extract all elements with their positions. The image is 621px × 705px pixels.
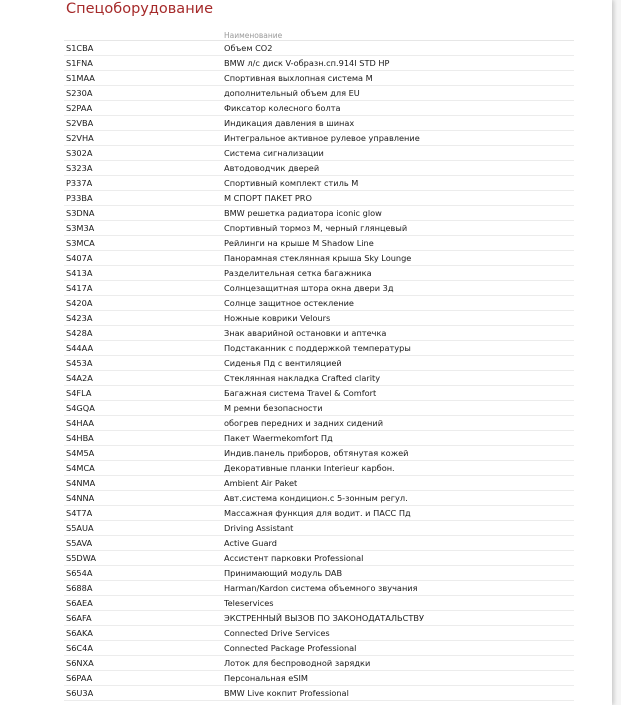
table-row	[64, 536, 574, 551]
option-code: S5AVA	[64, 536, 222, 551]
option-name: Спортивная выхлопная система M	[222, 71, 574, 86]
option-name: Авт.система кондицион.с 5-зонным регул.	[222, 491, 574, 506]
option-code: S6C4A	[64, 641, 222, 656]
option-name: Подстаканник с поддержкой температуры	[222, 341, 574, 356]
table-row	[64, 326, 574, 341]
option-code: S4T7A	[64, 506, 222, 521]
option-name: Connected Drive Services	[222, 626, 574, 641]
option-name: Спортивный комплект стиль M	[222, 176, 574, 191]
table-body	[64, 41, 574, 701]
option-code: S6AKA	[64, 626, 222, 641]
table-row	[64, 626, 574, 641]
option-name: Индикация давления в шинах	[222, 116, 574, 131]
option-code: S4MCA	[64, 461, 222, 476]
option-name: Ассистент парковки Professional	[222, 551, 574, 566]
table-row	[64, 146, 574, 161]
option-code: S4HBA	[64, 431, 222, 446]
column-header-name: Наименование	[222, 26, 574, 41]
table-header-row	[64, 26, 574, 41]
table-row	[64, 161, 574, 176]
table-row	[64, 341, 574, 356]
table-row	[64, 641, 574, 656]
table-row	[64, 491, 574, 506]
option-name: Connected Package Professional	[222, 641, 574, 656]
table-row	[64, 431, 574, 446]
table-row	[64, 176, 574, 191]
option-name: Знак аварийной остановки и аптечка	[222, 326, 574, 341]
option-name: ЭКСТРЕННЫЙ ВЫЗОВ ПО ЗАКОНОДАТАЛЬСТВУ	[222, 611, 574, 626]
option-name: Автодоводчик дверей	[222, 161, 574, 176]
table-row	[64, 581, 574, 596]
table-row	[64, 281, 574, 296]
table-row	[64, 371, 574, 386]
option-name: Ambient Air Paket	[222, 476, 574, 491]
table-row	[64, 311, 574, 326]
option-code: S44AA	[64, 341, 222, 356]
option-code: S6AFA	[64, 611, 222, 626]
table-row	[64, 101, 574, 116]
option-code: P33BA	[64, 191, 222, 206]
option-code: S6AEA	[64, 596, 222, 611]
table-row	[64, 191, 574, 206]
option-name: Пакет Waermekomfort Пд	[222, 431, 574, 446]
option-code: S4GQA	[64, 401, 222, 416]
table-row	[64, 56, 574, 71]
table-row	[64, 611, 574, 626]
table-row	[64, 506, 574, 521]
option-name: Harman/Kardon система объемного звучания	[222, 581, 574, 596]
option-name: Стеклянная накладка Crafted clarity	[222, 371, 574, 386]
table-row	[64, 221, 574, 236]
option-name: Багажная система Travel & Comfort	[222, 386, 574, 401]
table-row	[64, 266, 574, 281]
option-name: Driving Assistant	[222, 521, 574, 536]
option-name: Солнце защитное остекление	[222, 296, 574, 311]
option-name: дополнительный объем для EU	[222, 86, 574, 101]
option-code: S453A	[64, 356, 222, 371]
table-row	[64, 461, 574, 476]
option-name: Объем CO2	[222, 41, 574, 56]
option-name: Панорамная стеклянная крыша Sky Lounge	[222, 251, 574, 266]
option-code: S302A	[64, 146, 222, 161]
option-code: S1MAA	[64, 71, 222, 86]
table-row	[64, 401, 574, 416]
option-code: S323A	[64, 161, 222, 176]
option-name: BMW решетка радиатора iconic glow	[222, 206, 574, 221]
option-code: S1CBA	[64, 41, 222, 56]
option-name: Teleservices	[222, 596, 574, 611]
table-row	[64, 566, 574, 581]
option-code: S417A	[64, 281, 222, 296]
table-row	[64, 86, 574, 101]
option-name: Спортивный тормоз M, черный глянцевый	[222, 221, 574, 236]
option-code: S407A	[64, 251, 222, 266]
table-row	[64, 671, 574, 686]
table-row	[64, 71, 574, 86]
table-row	[64, 131, 574, 146]
option-code: P337A	[64, 176, 222, 191]
option-code: S4NMA	[64, 476, 222, 491]
option-code: S6PAA	[64, 671, 222, 686]
option-name: Массажная функция для водит. и ПАСС Пд	[222, 506, 574, 521]
option-code: S5AUA	[64, 521, 222, 536]
option-code: S4NNA	[64, 491, 222, 506]
option-code: S230A	[64, 86, 222, 101]
equipment-table	[64, 26, 574, 701]
option-name: Солнцезащитная штора окна двери 3д	[222, 281, 574, 296]
option-name: Декоративные планки Interieur карбон.	[222, 461, 574, 476]
table-row	[64, 356, 574, 371]
option-name: Персональная eSIM	[222, 671, 574, 686]
table-row	[64, 41, 574, 56]
table-row	[64, 476, 574, 491]
table-row	[64, 656, 574, 671]
option-name: обогрев передних и задних сидений	[222, 416, 574, 431]
table-row	[64, 386, 574, 401]
option-code: S4A2A	[64, 371, 222, 386]
column-header-code	[64, 26, 222, 41]
table-row	[64, 596, 574, 611]
option-code: S6NXA	[64, 656, 222, 671]
option-code: S428A	[64, 326, 222, 341]
option-name: Ножные коврики Velours	[222, 311, 574, 326]
option-code: S3MCA	[64, 236, 222, 251]
table-row	[64, 551, 574, 566]
option-name: Интегральное активное рулевое управление	[222, 131, 574, 146]
option-code: S423A	[64, 311, 222, 326]
option-name: Система сигнализации	[222, 146, 574, 161]
option-code: S413A	[64, 266, 222, 281]
option-code: S688A	[64, 581, 222, 596]
option-code: S2VHA	[64, 131, 222, 146]
option-code: S3DNA	[64, 206, 222, 221]
option-code: S3M3A	[64, 221, 222, 236]
option-code: S5DWA	[64, 551, 222, 566]
table-row	[64, 251, 574, 266]
option-name: BMW Live кокпит Professional	[222, 686, 574, 701]
section-title: Спецоборудование	[66, 1, 214, 17]
table-row	[64, 116, 574, 131]
option-name: Лоток для беспроводной зарядки	[222, 656, 574, 671]
option-name: Рейлинги на крыше M Shadow Line	[222, 236, 574, 251]
table-row	[64, 236, 574, 251]
option-code: S4M5A	[64, 446, 222, 461]
option-name: M СПОРТ ПАКЕТ PRO	[222, 191, 574, 206]
option-code: S654A	[64, 566, 222, 581]
option-code: S6U3A	[64, 686, 222, 701]
option-name: Принимающий модуль DAB	[222, 566, 574, 581]
option-code: S4FLA	[64, 386, 222, 401]
table-row	[64, 686, 574, 701]
option-code: S420A	[64, 296, 222, 311]
table-row	[64, 521, 574, 536]
option-code: S1FNA	[64, 56, 222, 71]
option-name: Индив.панель приборов, обтянутая кожей	[222, 446, 574, 461]
option-name: Active Guard	[222, 536, 574, 551]
table-row	[64, 446, 574, 461]
table-row	[64, 416, 574, 431]
option-code: S2VBA	[64, 116, 222, 131]
option-code: S4HAA	[64, 416, 222, 431]
option-name: Сиденья Пд с вентиляцией	[222, 356, 574, 371]
table-row	[64, 296, 574, 311]
option-code: S2PAA	[64, 101, 222, 116]
option-name: Разделительная сетка багажника	[222, 266, 574, 281]
option-name: BMW л/с диск V-образн.сп.914I STD HP	[222, 56, 574, 71]
option-name: Фиксатор колесного болта	[222, 101, 574, 116]
option-name: М ремни безопасности	[222, 401, 574, 416]
table-row	[64, 206, 574, 221]
